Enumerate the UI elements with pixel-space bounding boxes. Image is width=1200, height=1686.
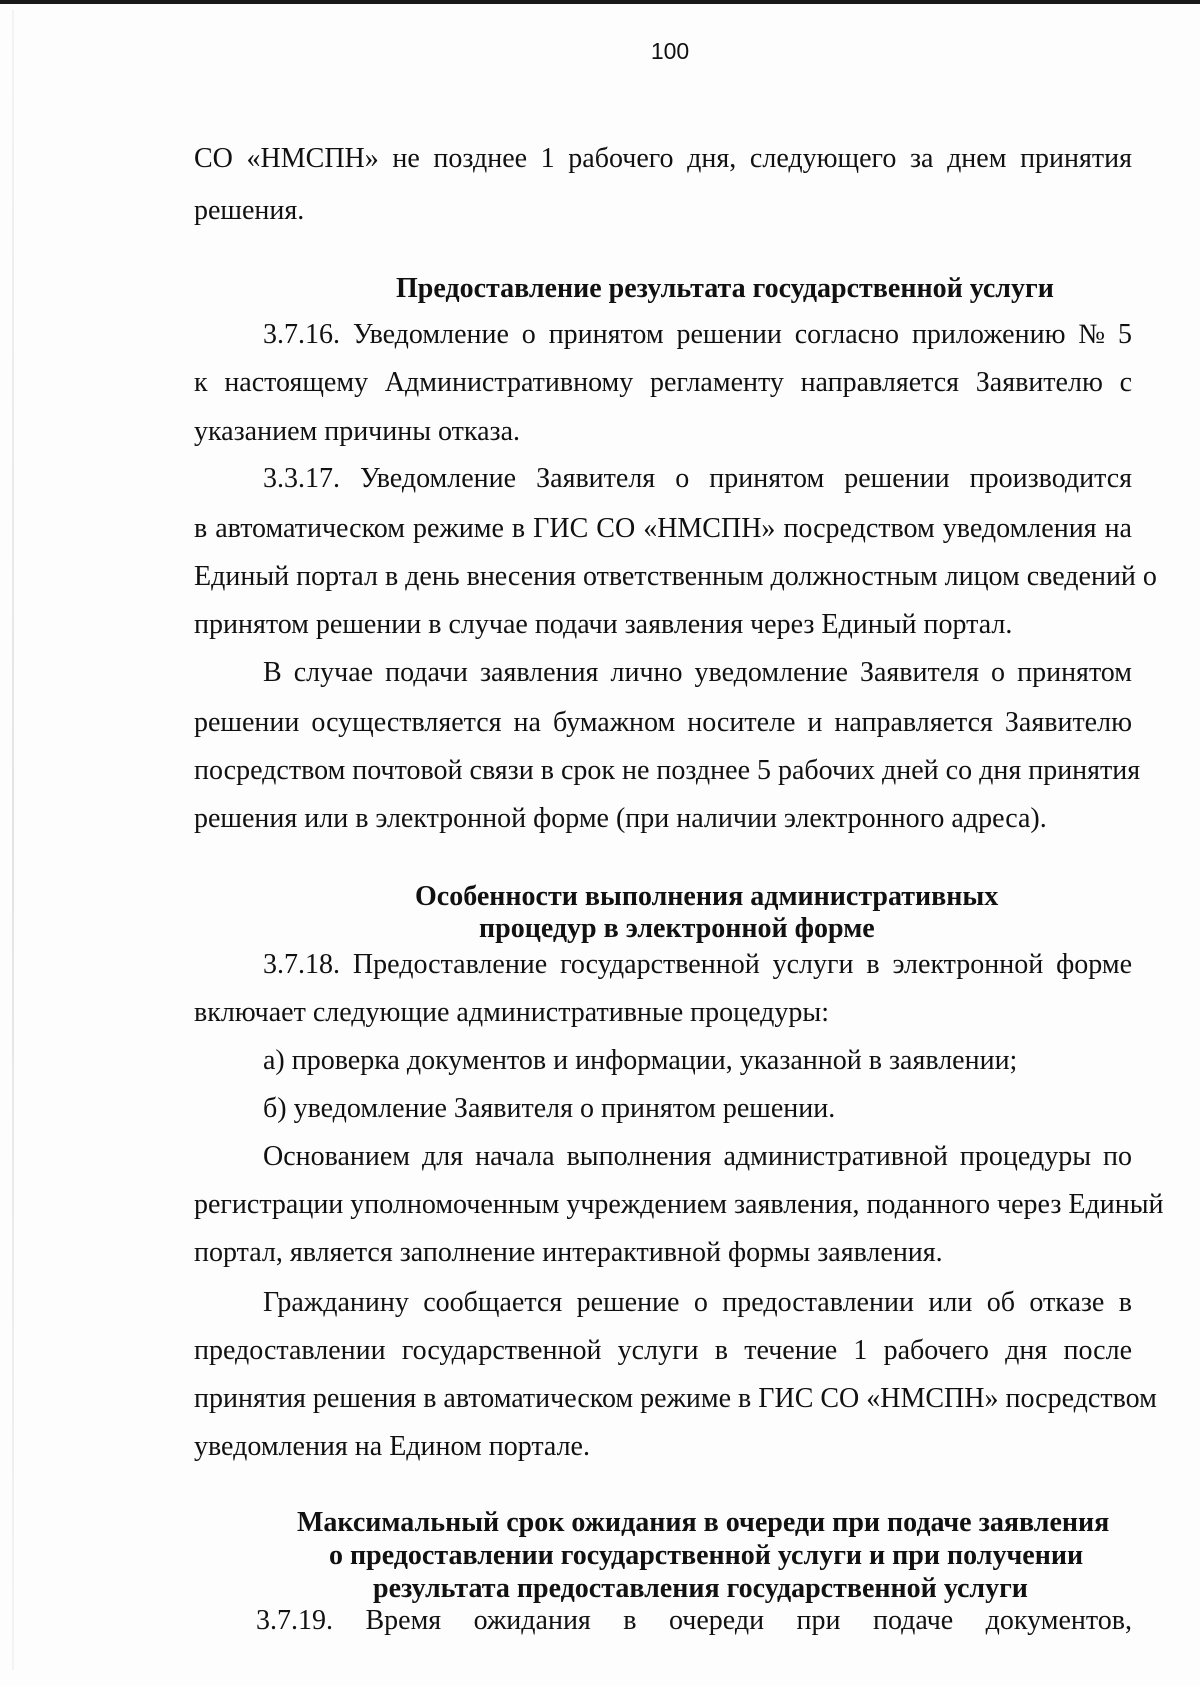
section-heading: Особенности выполнения административных	[415, 881, 999, 912]
text-line: Единый портал в день внесения ответственным должностным лицом сведений о	[194, 561, 1157, 592]
list-item: б) уведомление Заявителя о принятом решении.	[263, 1093, 836, 1124]
scan-edge	[12, 10, 14, 1670]
text-line: 3.7.18. Предоставление государственной услуги в электронной форме	[263, 949, 1132, 980]
text-line: принятом решении в случае подачи заявления через Единый портал.	[194, 609, 1013, 640]
line-text: СО «НМСПН» не позднее 1 рабочего дня, следующего за днем принятия	[194, 143, 1132, 174]
text-line: предоставлении государственной услуги в течение 1 рабочего дня после	[194, 1335, 1132, 1366]
text-line: посредством почтовой связи в срок не позднее 5 рабочих дней со дня принятия	[194, 755, 1141, 786]
text-line: 3.7.19. Время ожидания в очереди при подаче документов,	[256, 1605, 1132, 1636]
text-line: портал, является заполнение интерактивной формы заявления.	[194, 1237, 943, 1268]
section-heading: о предоставлении государственной услуги и при получении	[329, 1540, 1084, 1571]
text-line	[194, 142, 1132, 176]
text-line: к настоящему Административному регламенту направляется Заявителю с	[194, 367, 1132, 398]
text-line: решения или в электронной форме (при наличии электронного адреса).	[194, 803, 1047, 834]
text-line: 3.3.17. Уведомление Заявителя о принятом решении производится	[263, 463, 1132, 494]
list-item: а) проверка документов и информации, указанной в заявлении;	[263, 1045, 1018, 1076]
text-line: Основанием для начала выполнения административной процедуры по	[263, 1141, 1132, 1172]
text-line: принятия решения в автоматическом режиме в ГИС СО «НМСПН» посредством	[194, 1383, 1157, 1414]
text-line: регистрации уполномоченным учреждением заявления, поданного через Единый	[194, 1189, 1164, 1220]
text-line: включает следующие административные процедуры:	[194, 997, 830, 1028]
top-border	[0, 0, 1200, 4]
text-line: В случае подачи заявления лично уведомление Заявителя о принятом	[263, 657, 1132, 688]
text-line: Гражданину сообщается решение о предоставлении или об отказе в	[263, 1287, 1132, 1318]
section-heading: Максимальный срок ожидания в очереди при подаче заявления	[297, 1507, 1110, 1538]
text-line: решении осуществляется на бумажном носителе и направляется Заявителю	[194, 707, 1132, 738]
text-line: указанием причины отказа.	[194, 416, 521, 447]
text-line: уведомления на Едином портале.	[194, 1431, 590, 1462]
section-heading: Предоставление результата государственной услуги	[396, 273, 1054, 304]
text-line: в автоматическом режиме в ГИС СО «НМСПН» посредством уведомления на	[194, 513, 1132, 544]
section-heading: процедур в электронной форме	[479, 913, 875, 944]
text-line: 3.7.16. Уведомление о принятом решении согласно приложению № 5	[263, 319, 1132, 350]
section-heading: результата предоставления государственной услуги	[373, 1573, 1028, 1604]
page-number: 100	[650, 38, 690, 64]
text-line: решения.	[194, 195, 305, 226]
